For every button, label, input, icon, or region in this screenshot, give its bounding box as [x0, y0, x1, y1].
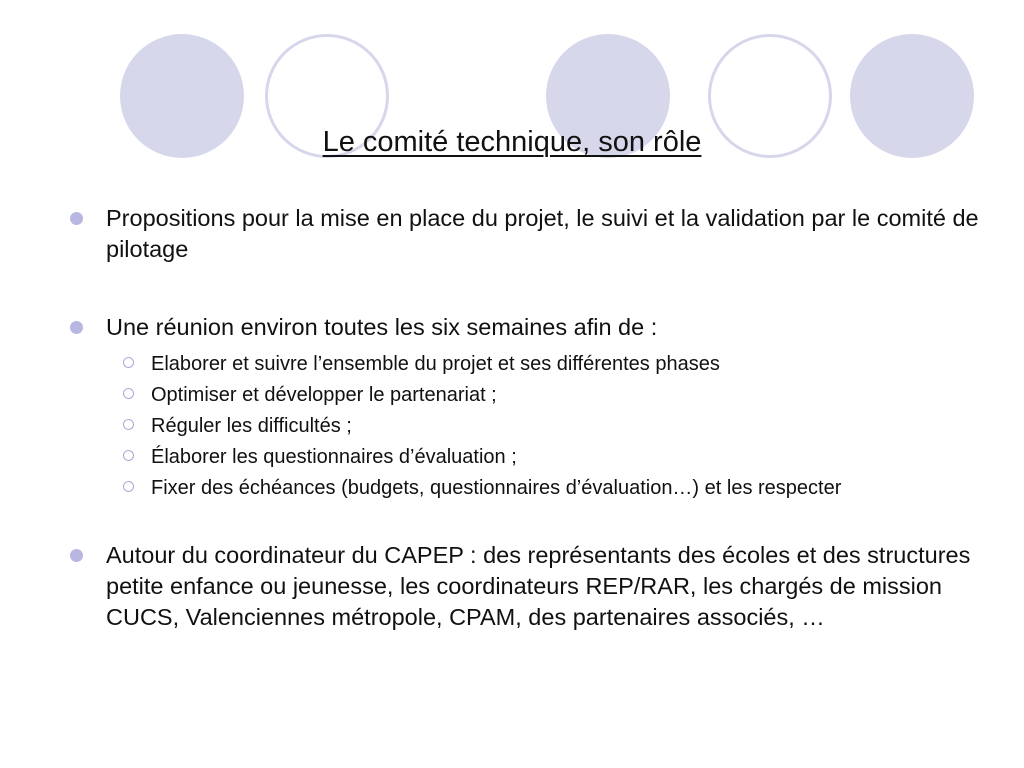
sub-bullet-text: Élaborer les questionnaires d’évaluation ;	[151, 446, 517, 468]
slide-title-text: Le comité technique, son rôle	[322, 126, 702, 158]
sub-bullet-item	[70, 352, 985, 376]
slide-title	[0, 123, 1024, 161]
sub-bullet-item	[70, 445, 985, 469]
filled-circle-bullet-icon	[70, 549, 83, 562]
bullet-text: Autour du coordinateur du CAPEP : des représentants des écoles et des structures petite enfance ou jeunesse, les coordinateurs REP/RAR, les chargés de mission CUCS, Valenciennes métropole, CPAM, des partenaires associés, …	[106, 542, 971, 630]
sub-bullet-text: Fixer des échéances (budgets, questionnaires d’évaluation…) et les respecter	[151, 477, 842, 499]
hollow-circle-bullet-icon	[123, 450, 134, 461]
hollow-circle-bullet-icon	[123, 388, 134, 399]
bullet-item	[70, 203, 985, 265]
hollow-circle-bullet-icon	[123, 419, 134, 430]
sub-bullet-item	[70, 476, 985, 500]
sub-bullet-list	[70, 352, 985, 500]
bullet-item	[70, 312, 985, 343]
sub-bullet-text: Réguler les difficultés ;	[151, 415, 352, 437]
bullet-text: Une réunion environ toutes les six semaines afin de :	[106, 314, 658, 340]
hollow-circle-bullet-icon	[123, 481, 134, 492]
bullet-text: Propositions pour la mise en place du projet, le suivi et la validation par le comité de pilotage	[106, 205, 979, 262]
sub-bullet-item	[70, 383, 985, 407]
filled-circle-bullet-icon	[70, 321, 83, 334]
sub-bullet-text: Optimiser et développer le partenariat ;	[151, 384, 497, 406]
filled-circle-bullet-icon	[70, 212, 83, 225]
hollow-circle-bullet-icon	[123, 357, 134, 368]
bullet-item	[70, 540, 985, 633]
slide-content	[70, 203, 985, 633]
sub-bullet-text: Elaborer et suivre l’ensemble du projet et ses différentes phases	[151, 353, 720, 375]
sub-bullet-item	[70, 414, 985, 438]
